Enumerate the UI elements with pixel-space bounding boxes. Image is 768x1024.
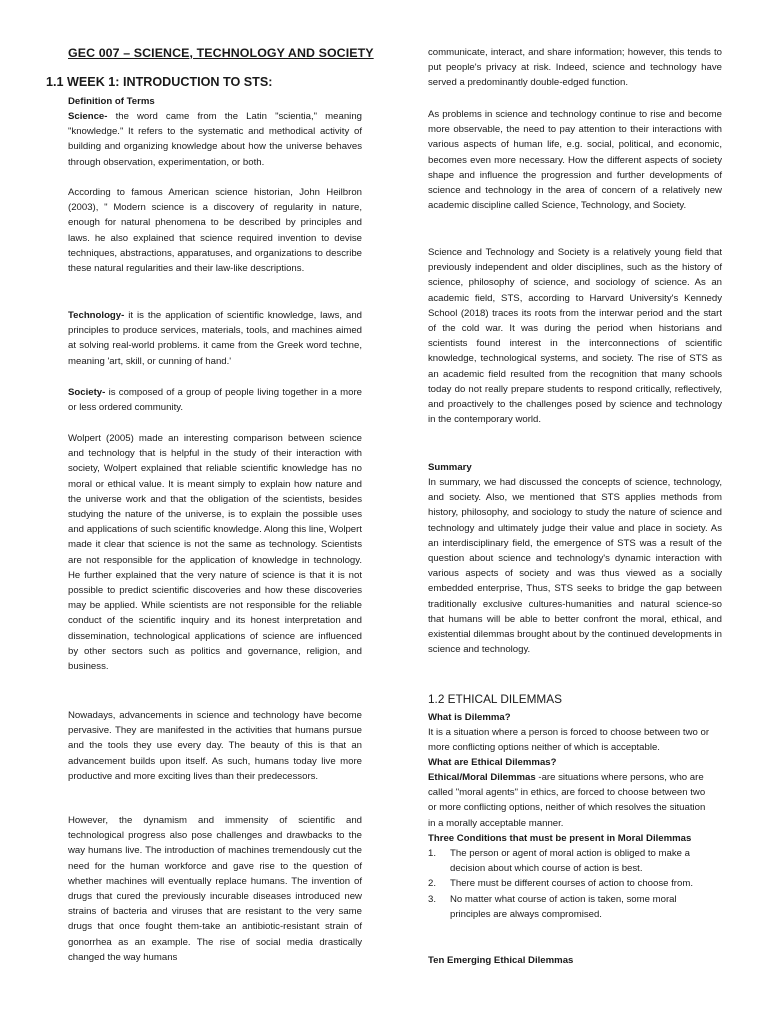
what-is-dilemma-text: It is a situation where a person is forced to choose between two or more conflicting options neither of which is acceptable. [428, 727, 710, 754]
condition-text: The person or agent of moral action is obliged to make a decision about which course of action is best. [450, 848, 690, 875]
conditions-list [428, 846, 718, 922]
continuation-paragraph: communicate, interact, and share information; however, this tends to put people's privacy at risk. Indeed, science and technology have served a predominantly double-edged function. [428, 47, 722, 89]
summary-heading: Summary [428, 462, 472, 473]
science-def-text: the word came from the Latin "scientia," meaning "knowledge." It refers to the systematic and methodical activity of building and organizing knowledge about how the universe behaves through observation, experimentation, or both. [68, 111, 362, 168]
what-are-ethical-heading: What are Ethical Dilemmas? [428, 757, 557, 768]
society-definition [68, 385, 362, 415]
condition-item [428, 846, 718, 876]
wolpert-paragraph: Wolpert (2005) made an interesting comparison between science and technology that is helpful in the study of their interaction with society, Wolpert explained that reliable scientific knowledge has no moral or ethical value. It is meant simply to explain how nature and the universe work and that the obligation of the scientists, besides studying the nature of the universe, is to explain the possible uses and applications of such scientific knowledge. Along this line, Wolpert made it clear that science is not the same as technology. Scientists are not responsible for the application of knowledge in technology. He further explained that the very nature of science is that it is not possible to predict scientific discoveries and how these discoveries may be applied. While scientists are not responsible for the reliable conduct of the scientific inquiry and its honest interpretation and dissemination, technological applications of science are influenced by other sectors such as politics and governance, religion, and business. [68, 433, 362, 673]
condition-number: 2. [428, 878, 437, 890]
science-definition [68, 109, 362, 170]
society-term: Society- [68, 387, 106, 398]
condition-number: 1. [428, 848, 437, 859]
condition-text: There must be different courses of action to choose from. [450, 878, 693, 890]
science-term: Science- [68, 111, 108, 122]
ethical-definition [428, 770, 713, 831]
condition-text: No matter what course of action is taken, some moral principles are always compromised. [450, 893, 677, 920]
ten-emerging-heading: Ten Emerging Ethical Dilemmas [428, 955, 574, 966]
ethical-def-text: -are situations where persons, who are called "moral agents" in ethics, are forced to choose between two or more conflicting options, neither of which resolves the situation in a morally acceptable manner. [428, 772, 706, 829]
sts-young-paragraph: Science and Technology and Society is a relatively young field that previously independent and older disciplines, such as the history of science, philosophy of science, and sociology of science. As an academic field, STS, according to Harvard University's Kennedy School (2018) traces its roots from the interwar period and the start of the cold war. It was during the period when historians and scientists found interest in the interconnections of scientific knowledge, technological systems, and society. The rise of STS as an academic field resulted from the recognition that many schools today do not really prepare students to respond critically, reflectively, and proactively to the challenges posed by science and technology in the contemporary world. [428, 247, 722, 426]
condition-number: 3. [428, 893, 437, 905]
condition-item [428, 892, 718, 922]
technology-term: Technology- [68, 310, 125, 321]
ethical-dilemmas-heading: 1.2 ETHICAL DILEMMAS [428, 692, 562, 706]
however-paragraph: However, the dynamism and immensity of scientific and technological progress also pose challenges and drawbacks to the way humans live. The introduction of machines tremendously cut the need for the human workforce and gave rise to the question of whether machines will eventually replace humans. The invention of drugs that cured the previously incurable diseases introduced new strains of bacteria and viruses that are resistant to the very same drugs that once fought them-take an antibiotic-resistant strain of gonorrhea as an example. The rise of social media drastically changed the way humans [68, 815, 362, 963]
three-conditions-heading: Three Conditions that must be present in Moral Dilemmas [428, 833, 692, 844]
definition-heading: Definition of Terms [68, 96, 155, 107]
course-title: GEC 007 – SCIENCE, TECHNOLOGY AND SOCIETY [68, 46, 374, 60]
society-def-text: is composed of a group of people living together in a more or less ordered community. [68, 387, 362, 414]
heilbron-paragraph: According to famous American science historian, John Heilbron (2003), " Modern science is a discovery of regularity in nature, enough for natural phenomena to be described by principles and laws. he also explained that science required invention to devise techniques, abstractions, apparatuses, and organizations to describe these natural regularities and their law-like descriptions. [68, 187, 362, 275]
nowadays-paragraph: Nowadays, advancements in science and technology have become pervasive. They are manifested in the activities that humans pursue and the tools they use every day. The beauty of this is that an advancement builds upon itself. As such, humans today live more productive and more exciting lives than their predecessors. [68, 710, 362, 782]
what-is-dilemma-heading: What is Dilemma? [428, 712, 511, 723]
ethical-term: Ethical/Moral Dilemmas [428, 772, 536, 783]
summary-paragraph: In summary, we had discussed the concepts of science, technology, and society. Also, we mentioned that STS applies methods from history, philosophy, and sociology to study the nature of science and technology and ultimately judge their value and place in society. As an interdisciplinary field, the emergence of STS was a result of the question about science and technology's dynamic interaction with various aspects of society and was thus viewed as a socially embedded enterprise, Thus, STS seeks to bridge the gap between traditionally exclusive cultures-humanities and natural science-so that humans will be able to better confront the moral, ethical, and existential dilemmas brought about by the continued developments in science and technology. [428, 477, 722, 656]
technology-definition [68, 308, 362, 369]
week-heading: 1.1 WEEK 1: INTRODUCTION TO STS: [46, 75, 273, 89]
condition-item [428, 876, 718, 891]
technology-def-text: it is the application of scientific knowledge, laws, and principles to produce services, materials, tools, and machines aimed at solving real-world problems. it came from the Greek word techne, meaning 'art, skill, or cunning of hand.' [68, 310, 362, 367]
problems-paragraph: As problems in science and technology continue to rise and become more observable, the need to pay attention to their interactions with various aspects of human life, e.g. social, political, and economic, becomes even more necessary. How the different aspects of society shape and influence the progression and further developments of science and technology in the area of concern of a relatively new academic discipline called Science, Technology, and Society. [428, 109, 722, 212]
